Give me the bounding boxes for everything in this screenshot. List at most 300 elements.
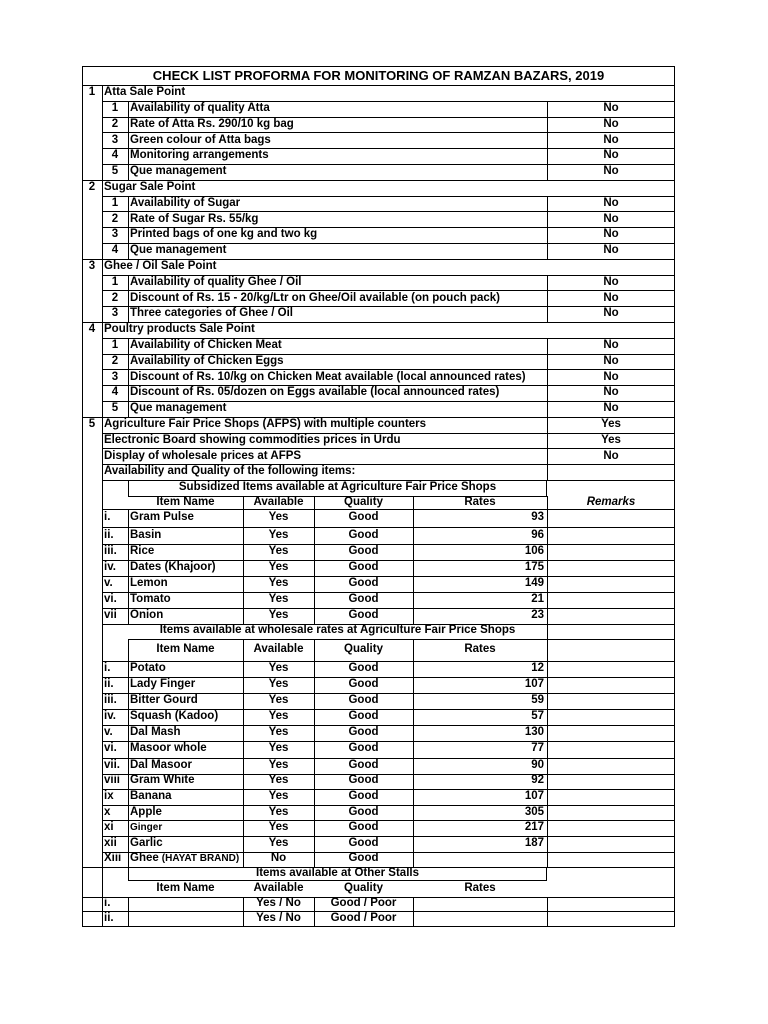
item-quality: Good: [348, 545, 379, 557]
item-text: Availability of Sugar: [130, 196, 241, 209]
grid-line: [128, 148, 129, 164]
grid-line: [243, 509, 244, 527]
grid-line: [82, 66, 83, 926]
grid-line: [82, 66, 675, 67]
afps-text: Display of wholesale prices at AFPS: [104, 449, 302, 462]
column-header: Available: [253, 881, 304, 894]
grid-line: [413, 496, 414, 509]
item-quality: Good / Poor: [330, 911, 397, 924]
grid-line: [128, 741, 129, 758]
grid-line: [547, 101, 548, 117]
grid-line: [547, 117, 548, 133]
grid-line: [547, 164, 548, 180]
grid-line: [413, 836, 414, 852]
grid-line: [547, 527, 548, 545]
item-quality: Good: [348, 852, 379, 865]
grid-line: [413, 661, 414, 677]
row-index: iv.: [104, 709, 116, 722]
subsidized-heading-box: [128, 480, 547, 497]
grid-line: [314, 774, 315, 789]
row-index: ix: [104, 789, 114, 802]
grid-line: [128, 132, 129, 148]
item-answer: No: [603, 228, 619, 241]
column-header: Rates: [464, 881, 496, 894]
item-number: 2: [111, 354, 119, 367]
item-quality: Good: [348, 592, 379, 605]
grid-line: [82, 926, 675, 927]
grid-line: [102, 480, 103, 926]
item-number: 2: [111, 212, 119, 225]
grid-line: [128, 401, 129, 417]
item-name: Gram White: [130, 774, 195, 787]
item-available: Yes: [268, 576, 289, 589]
item-name: Ghee (HAYAT BRAND): [130, 852, 240, 865]
grid-line: [547, 624, 548, 639]
grid-line: [314, 758, 315, 774]
row-index: vii: [104, 608, 117, 621]
item-number: 5: [111, 165, 119, 178]
item-quality: Good: [348, 693, 379, 706]
item-answer: No: [603, 275, 619, 288]
item-name: Masoor whole: [130, 742, 207, 755]
item-text: Discount of Rs. 15 - 20/kg/Ltr on Ghee/Oil available (on pouch pack): [130, 291, 500, 304]
column-header: Rates: [464, 495, 496, 508]
afps-text: Agriculture Fair Price Shops (AFPS) with multiple counters: [104, 417, 427, 430]
item-rate: 149: [524, 576, 544, 589]
grid-line: [243, 911, 244, 926]
grid-line: [128, 725, 129, 741]
grid-line: [547, 275, 548, 291]
item-rate: 107: [524, 677, 544, 690]
item-quality: Good: [348, 511, 379, 523]
item-answer: No: [603, 212, 619, 225]
grid-line: [547, 132, 548, 148]
section-number: 4: [88, 323, 96, 336]
row-index: vi.: [104, 592, 117, 605]
grid-line: [547, 805, 548, 821]
grid-line: [547, 354, 548, 370]
grid-line: [413, 911, 414, 926]
grid-line: [413, 639, 414, 661]
grid-line: [82, 180, 675, 181]
grid-line: [547, 401, 548, 417]
item-number: 3: [111, 370, 119, 383]
column-header: Item Name: [156, 881, 215, 894]
grid-line: [243, 608, 244, 624]
item-quality: Good: [348, 608, 379, 621]
grid-line: [128, 911, 129, 926]
grid-line: [413, 527, 414, 545]
item-number: 1: [111, 196, 119, 209]
item-name: Lady Finger: [130, 677, 196, 690]
grid-line: [547, 509, 548, 527]
item-available: Yes: [268, 693, 289, 706]
afps-answer: Yes: [601, 417, 621, 430]
row-index: v.: [104, 576, 113, 589]
item-answer: No: [603, 244, 619, 257]
item-answer: No: [603, 402, 619, 415]
item-available: Yes / No: [256, 911, 301, 924]
grid-line: [128, 852, 129, 867]
item-number: 4: [111, 386, 119, 399]
grid-line: [413, 789, 414, 805]
grid-line: [128, 509, 129, 527]
grid-line: [547, 211, 548, 227]
item-available: Yes: [268, 528, 289, 541]
grid-line: [243, 774, 244, 789]
item-answer: No: [603, 133, 619, 146]
row-index: i.: [104, 511, 111, 523]
item-rate: 21: [531, 592, 544, 605]
grid-line: [547, 496, 548, 509]
item-quality: Good: [348, 805, 379, 818]
column-header: Quality: [344, 642, 383, 655]
grid-line: [547, 897, 548, 912]
checklist-sheet: [82, 66, 675, 928]
item-rate: 130: [524, 725, 544, 738]
section-label: Sugar Sale Point: [104, 180, 196, 193]
grid-line: [128, 211, 129, 227]
item-text: Availability of Chicken Meat: [130, 338, 282, 351]
grid-line: [128, 693, 129, 709]
grid-line: [547, 820, 548, 836]
grid-line: [413, 852, 414, 867]
grid-line: [128, 527, 129, 545]
item-name: Bitter Gourd: [130, 693, 198, 706]
grid-line: [413, 677, 414, 693]
grid-line: [82, 85, 675, 86]
grid-line: [128, 101, 129, 117]
grid-line: [314, 496, 315, 509]
grid-line: [128, 385, 129, 401]
row-index: ii.: [104, 677, 114, 690]
row-index: vi.: [104, 742, 117, 755]
item-available: Yes: [268, 789, 289, 802]
grid-line: [243, 527, 244, 545]
row-index: ii.: [104, 528, 114, 541]
column-header: Item Name: [156, 642, 215, 655]
column-header: Available: [253, 642, 304, 655]
item-rate: 175: [524, 560, 544, 573]
item-rate: 106: [524, 545, 544, 557]
item-rate: 96: [531, 528, 544, 541]
grid-line: [547, 560, 548, 576]
item-available: No: [270, 852, 287, 865]
item-rate: 23: [531, 608, 544, 621]
row-index: v.: [104, 725, 113, 738]
grid-line: [413, 560, 414, 576]
item-name: Dal Masoor: [130, 758, 192, 771]
grid-line: [128, 196, 129, 212]
column-header: Rates: [464, 642, 496, 655]
item-available: Yes: [268, 805, 289, 818]
grid-line: [413, 725, 414, 741]
afps-answer: [547, 464, 675, 480]
grid-line: [82, 322, 675, 323]
grid-line: [547, 639, 548, 661]
grid-line: [547, 338, 548, 354]
grid-line: [128, 164, 129, 180]
item-text: Discount of Rs. 05/dozen on Eggs available (local announced rates): [130, 386, 500, 399]
grid-line: [128, 820, 129, 836]
item-name: Dal Mash: [130, 725, 181, 738]
grid-line: [547, 693, 548, 709]
grid-line: [314, 897, 315, 912]
grid-line: [243, 789, 244, 805]
item-number: 3: [111, 307, 119, 320]
item-name: Squash (Kadoo): [130, 709, 219, 722]
grid-line: [314, 789, 315, 805]
grid-line: [314, 576, 315, 592]
page-title: CHECK LIST PROFORMA FOR MONITORING OF RAMZAN BAZARS, 2019: [152, 68, 605, 83]
item-number: 1: [111, 275, 119, 288]
grid-line: [128, 709, 129, 725]
item-number: 3: [111, 228, 119, 241]
grid-line: [547, 911, 548, 926]
item-answer: No: [603, 291, 619, 304]
item-rate: [413, 897, 547, 912]
item-text: Rate of Sugar Rs. 55/kg: [130, 212, 259, 225]
item-number: 2: [111, 117, 119, 130]
item-available: Yes / No: [256, 897, 301, 909]
grid-line: [314, 709, 315, 725]
item-text: Que management: [130, 244, 227, 257]
grid-line: [128, 369, 129, 385]
row-index: i.: [104, 897, 111, 909]
section-label: Ghee / Oil Sale Point: [104, 259, 217, 272]
item-quality: Good: [348, 661, 379, 674]
item-text: Availability of quality Ghee / Oil: [130, 275, 302, 288]
item-number: 4: [111, 244, 119, 257]
item-available: Yes: [268, 725, 289, 738]
item-available: Yes: [268, 511, 289, 523]
item-text: Availability of Chicken Eggs: [130, 354, 284, 367]
grid-line: [102, 85, 103, 480]
item-text: Availability of quality Atta: [130, 101, 270, 114]
grid-line: [243, 852, 244, 867]
grid-line: [314, 560, 315, 576]
grid-line: [243, 576, 244, 592]
grid-line: [128, 227, 129, 243]
item-name: Tomato: [130, 592, 171, 605]
grid-line: [547, 677, 548, 693]
grid-line: [547, 608, 548, 624]
grid-line: [128, 774, 129, 789]
grid-line: [243, 897, 244, 912]
grid-line: [413, 592, 414, 608]
grid-line: [243, 639, 244, 661]
item-rate: 107: [524, 789, 544, 802]
item-quality: Good: [348, 725, 379, 738]
afps-answer: Yes: [601, 433, 621, 446]
item-answer: No: [603, 307, 619, 320]
item-answer: No: [603, 117, 619, 130]
grid-line: [128, 354, 129, 370]
grid-line: [314, 852, 315, 867]
row-index: i.: [104, 661, 111, 674]
item-rate: 305: [524, 805, 544, 818]
item-text: Que management: [130, 165, 227, 178]
grid-line: [128, 836, 129, 852]
grid-line: [413, 709, 414, 725]
grid-line: [547, 592, 548, 608]
item-name: Basin: [130, 528, 162, 541]
item-quality: Good: [348, 677, 379, 690]
grid-line: [547, 385, 548, 401]
item-rate: 59: [531, 693, 544, 706]
item-available: Yes: [268, 758, 289, 771]
item-name: Potato: [130, 661, 166, 674]
item-number: 1: [111, 338, 119, 351]
item-name: Lemon: [130, 576, 168, 589]
item-quality: Good: [348, 758, 379, 771]
item-available: Yes: [268, 774, 289, 787]
grid-line: [547, 148, 548, 164]
row-index: vii.: [104, 758, 120, 771]
grid-line: [128, 338, 129, 354]
subsidized-heading: Subsidized Items available at Agriculture Fair Price Shops: [178, 481, 497, 494]
item-quality: Good / Poor: [330, 897, 397, 909]
item-rate: 12: [531, 661, 544, 674]
grid-line: [314, 725, 315, 741]
afps-text: Electronic Board showing commodities prices in Urdu: [104, 433, 401, 446]
grid-line: [413, 774, 414, 789]
grid-line: [128, 758, 129, 774]
grid-line: [314, 608, 315, 624]
grid-line: [547, 448, 548, 464]
grid-line: [413, 741, 414, 758]
grid-line: [243, 805, 244, 821]
grid-line: [413, 758, 414, 774]
grid-line: [243, 709, 244, 725]
item-number: 1: [111, 101, 119, 114]
item-name: Apple: [130, 805, 162, 818]
section-number: 2: [88, 180, 96, 193]
item-available: Yes: [268, 836, 289, 849]
grid-line: [547, 725, 548, 741]
grid-line: [314, 836, 315, 852]
grid-line: [547, 576, 548, 592]
item-rate: 217: [524, 821, 544, 833]
grid-line: [314, 544, 315, 560]
item-rate: 92: [531, 774, 544, 787]
grid-line: [314, 639, 315, 661]
grid-line: [547, 709, 548, 725]
row-index: iii.: [104, 545, 117, 557]
item-answer: No: [603, 386, 619, 399]
item-rate: 93: [531, 511, 544, 523]
grid-line: [243, 661, 244, 677]
grid-line: [547, 661, 548, 677]
row-index: xi: [104, 821, 114, 833]
item-quality: Good: [348, 789, 379, 802]
item-available: Yes: [268, 608, 289, 621]
item-rate: 77: [531, 742, 544, 755]
grid-line: [243, 725, 244, 741]
grid-line: [128, 243, 129, 259]
grid-line: [547, 227, 548, 243]
item-answer: No: [603, 196, 619, 209]
item-name: Banana: [130, 789, 172, 802]
item-text: Three categories of Ghee / Oil: [130, 307, 293, 320]
grid-line: [128, 117, 129, 133]
grid-line: [314, 741, 315, 758]
item-answer: No: [603, 165, 619, 178]
item-quality: Good: [348, 560, 379, 573]
item-rate: [413, 852, 547, 867]
grid-line: [243, 496, 244, 509]
section-label: Atta Sale Point: [104, 86, 186, 99]
item-number: 5: [111, 402, 119, 415]
grid-line: [413, 820, 414, 836]
grid-line: [128, 805, 129, 821]
row-index: viii: [104, 774, 120, 787]
grid-line: [314, 805, 315, 821]
item-answer: No: [603, 354, 619, 367]
item-quality: Good: [348, 709, 379, 722]
afps-number: [82, 464, 102, 480]
grid-line: [128, 544, 129, 560]
afps-text: Availability and Quality of the following items:: [104, 465, 356, 478]
grid-line: [547, 243, 548, 259]
afps-answer: No: [603, 449, 619, 462]
grid-line: [128, 608, 129, 624]
grid-line: [314, 820, 315, 836]
row-index: iv.: [104, 560, 116, 573]
grid-line: [547, 290, 548, 306]
item-answer: No: [603, 101, 619, 114]
item-name: Garlic: [130, 836, 163, 849]
grid-line: [243, 741, 244, 758]
afps-number: 5: [88, 417, 96, 430]
item-available: Yes: [268, 742, 289, 755]
item-text: Green colour of Atta bags: [130, 133, 271, 146]
grid-line: [128, 576, 129, 592]
item-answer: No: [603, 370, 619, 383]
afps-number: [82, 433, 102, 449]
item-available: Yes: [268, 592, 289, 605]
grid-line: [314, 509, 315, 527]
grid-line: [243, 693, 244, 709]
grid-line: [547, 852, 548, 867]
grid-line: [547, 369, 548, 385]
item-text: Discount of Rs. 10/kg on Chicken Meat available (local announced rates): [130, 370, 526, 383]
grid-line: [547, 836, 548, 852]
grid-line: [413, 576, 414, 592]
row-index: x: [104, 805, 111, 818]
grid-line: [314, 911, 315, 926]
other-heading: Items available at Other Stalls: [256, 866, 419, 879]
row-index: ii.: [104, 911, 114, 924]
grid-line: [243, 544, 244, 560]
row-index: Xiii: [104, 852, 122, 865]
grid-line: [547, 544, 548, 560]
item-number: 4: [111, 149, 119, 162]
row-index: iii.: [104, 693, 117, 706]
item-text: Rate of Atta Rs. 290/10 kg bag: [130, 117, 294, 130]
item-text: Que management: [130, 402, 227, 415]
grid-line: [547, 789, 548, 805]
section-number: 1: [88, 86, 96, 99]
grid-line: [547, 196, 548, 212]
item-name: [128, 911, 243, 926]
grid-line: [547, 774, 548, 789]
column-header: Item Name: [156, 495, 215, 508]
item-rate: 187: [524, 836, 544, 849]
item-number: 3: [111, 133, 119, 146]
item-number: 2: [111, 291, 119, 304]
grid-line: [243, 820, 244, 836]
